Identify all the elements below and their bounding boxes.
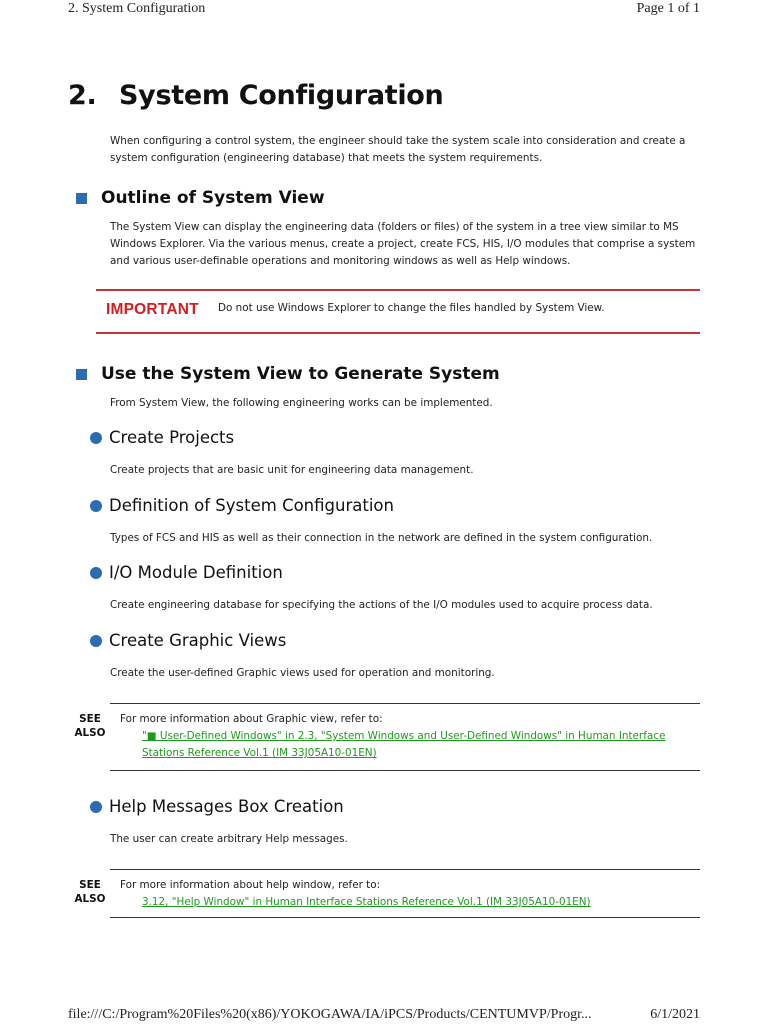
- subsection-body: Create the user-defined Graphic views used for operation and monitoring.: [110, 667, 495, 679]
- subsection-heading: [90, 496, 394, 515]
- subsection-heading: [90, 631, 286, 650]
- subsection-body: Create projects that are basic unit for engineering data management.: [110, 464, 474, 476]
- see-also-label-line: ALSO: [74, 727, 106, 739]
- page-footer-url: file:///C:/Program%20Files%20(x86)/YOKOGAWA/IA/iPCS/Products/CENTUMVP/Progr...: [68, 1007, 592, 1022]
- circle-bullet-icon: [90, 635, 102, 647]
- subsection-body: Types of FCS and HIS as well as their connection in the network are defined in the system configuration.: [110, 532, 653, 544]
- subsection-body: Create engineering database for specifying the actions of the I/O modules used to acquire process data.: [110, 599, 653, 611]
- section-heading-text: Use the System View to Generate System: [101, 364, 500, 384]
- subsection-heading: [90, 797, 344, 816]
- subsection-heading-text: Create Projects: [109, 428, 235, 447]
- important-notice: [96, 289, 700, 334]
- chapter-number: 2.: [68, 80, 97, 111]
- see-also-box: [110, 869, 700, 918]
- reference-link[interactable]: "■ User-Defined Windows" in 2.3, "System Windows and User-Defined Windows" in Human Interface Stations Reference Vol.1 (IM 33J05A10-01EN): [142, 730, 666, 759]
- subsection-body: The user can create arbitrary Help messages.: [110, 833, 348, 845]
- important-label: IMPORTANT: [106, 301, 199, 318]
- square-bullet-icon: [76, 193, 87, 204]
- page-footer-date: 6/1/2021: [650, 1007, 700, 1022]
- see-also-label-line: ALSO: [74, 893, 106, 905]
- page-header-title: 2. System Configuration: [68, 1, 206, 16]
- section-heading-text: Outline of System View: [101, 188, 325, 208]
- subsection-heading-text: Definition of System Configuration: [109, 496, 394, 515]
- page-title: [68, 80, 443, 111]
- circle-bullet-icon: [90, 567, 102, 579]
- subsection-heading-text: Help Messages Box Creation: [109, 797, 344, 816]
- see-also-box: [110, 703, 700, 771]
- section-generate-body: From System View, the following engineering works can be implemented.: [110, 397, 493, 409]
- see-also-label-line: SEE: [79, 879, 101, 891]
- subsection-heading-text: I/O Module Definition: [109, 563, 283, 582]
- section-outline-body: The System View can display the engineering data (folders or files) of the system in a tree view similar to MS Windows Explorer. Via the various menus, create a project, create FCS, HIS, I/O modules that comprise a system and various user-definable operations and monitoring windows as well as Help windows.: [110, 221, 696, 267]
- intro-paragraph: When configuring a control system, the engineer should take the system scale into consideration and create a system configuration (engineering database) that meets the system requirements.: [110, 135, 686, 164]
- section-heading-generate: [76, 364, 500, 384]
- see-also-label-line: SEE: [79, 713, 101, 725]
- subsection-heading: [90, 428, 234, 447]
- subsection-heading-text: Create Graphic Views: [109, 631, 287, 650]
- circle-bullet-icon: [90, 801, 102, 813]
- circle-bullet-icon: [90, 432, 102, 444]
- reference-link[interactable]: 3.12, "Help Window" in Human Interface Stations Reference Vol.1 (IM 33J05A10-01EN): [142, 896, 591, 908]
- circle-bullet-icon: [90, 500, 102, 512]
- chapter-title: System Configuration: [119, 80, 444, 111]
- page-header-pagination: Page 1 of 1: [636, 1, 700, 16]
- subsection-heading: [90, 563, 283, 582]
- section-heading-outline: [76, 188, 325, 208]
- see-also-label: [68, 878, 112, 906]
- see-also-label: [68, 712, 112, 740]
- square-bullet-icon: [76, 369, 87, 380]
- important-text: Do not use Windows Explorer to change the files handled by System View.: [218, 302, 605, 314]
- see-also-intro: For more information about help window, refer to:: [120, 879, 381, 891]
- see-also-intro: For more information about Graphic view, refer to:: [120, 713, 383, 725]
